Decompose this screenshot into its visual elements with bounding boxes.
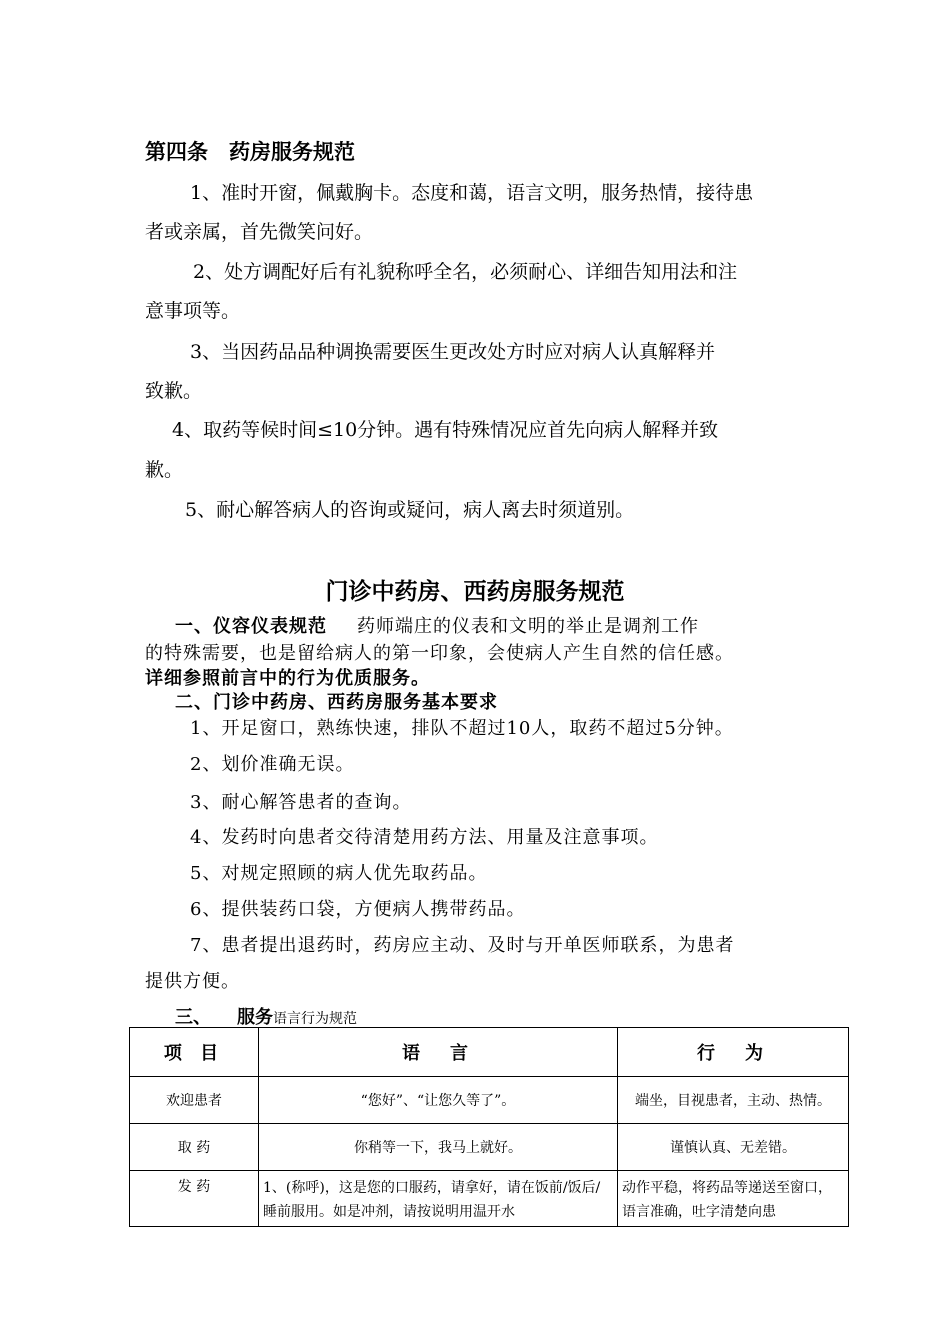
cell-language: 你稍等一下，我马上就好。 (259, 1124, 618, 1171)
part2-item-3: 3、耐心解答患者的查询。 (190, 792, 412, 813)
section4-item-4-line1: 4、取药等候时间≤10分钟。遇有特殊情况应首先向病人解释并致 (172, 419, 719, 441)
section4-item-1-line2: 者或亲属，首先微笑问好。 (145, 221, 374, 243)
part2-item-1: 1、开足窗口，熟练快速，排队不超过10人，取药不超过5分钟。 (190, 718, 734, 739)
part2-item-4: 4、发药时向患者交待清楚用药方法、用量及注意事项。 (190, 827, 659, 848)
section4-item-2-line1: 2、处方调配好后有礼貌称呼全名，必须耐心、详细告知用法和注 (193, 261, 738, 283)
section4-item-2-line2: 意事项等。 (145, 300, 241, 322)
part2-item-5: 5、对规定照顾的病人优先取药品。 (190, 863, 488, 884)
table-row (130, 1124, 849, 1171)
cell-behavior: 谨慎认真、无差错。 (618, 1124, 849, 1171)
part3-heading-num: 三、 (175, 1007, 211, 1028)
cell-item: 取 药 (130, 1124, 259, 1171)
part2-item-6: 6、提供装药口袋，方便病人携带药品。 (190, 899, 526, 920)
part1-line1 (175, 612, 699, 638)
part1-text-line1: 药师端庄的仪表和文明的举止是调剂工作 (357, 616, 699, 637)
cell-language: “您好”、“让您久等了”。 (259, 1077, 618, 1124)
part2-item-7-line2: 提供方便。 (145, 971, 240, 992)
section-title: 门诊中药房、西药房服务规范 (325, 579, 625, 605)
part3-heading-bold: 服务 (237, 1007, 273, 1028)
part1-heading: 一、仪容仪表规范 (175, 616, 327, 637)
part2-item-2: 2、划价准确无误。 (190, 754, 355, 775)
cell-language: 1、(称呼)，这是您的口服药，请拿好，请在饭前/饭后/睡前服用。如是冲剂，请按说明用温开水 (259, 1171, 618, 1227)
header-behavior: 行 为 (618, 1028, 849, 1077)
part2-item-7-line1: 7、患者提出退药时，药房应主动、及时与开单医师联系，为患者 (190, 935, 735, 956)
section4-item-4-line2: 歉。 (145, 459, 184, 481)
part3-heading (175, 1003, 357, 1029)
cell-behavior: 动作平稳，将药品等递送至窗口，语言准确，吐字清楚向患 (618, 1171, 849, 1227)
part1-bold-line: 详细参照前言中的行为优质服务。 (145, 668, 430, 689)
cell-item: 发 药 (130, 1171, 259, 1227)
cell-item: 欢迎患者 (130, 1077, 259, 1124)
service-language-table (129, 1027, 849, 1227)
cell-behavior: 端坐，目视患者，主动、热情。 (618, 1077, 849, 1124)
section4-heading: 第四条 药房服务规范 (145, 140, 355, 164)
table-row (130, 1077, 849, 1124)
part3-heading-rest: 语言行为规范 (273, 1011, 357, 1027)
table-row (130, 1171, 849, 1227)
part1-text-line2: 的特殊需要，也是留给病人的第一印象，会使病人产生自然的信任感。 (145, 643, 734, 664)
table-header-row (130, 1028, 849, 1077)
section4-item-3-line1: 3、当因药品品种调换需要医生更改处方时应对病人认真解释并 (190, 341, 716, 363)
header-item: 项 目 (130, 1028, 259, 1077)
section4-item-5: 5、耐心解答病人的咨询或疑问，病人离去时须道别。 (185, 499, 635, 521)
part2-heading: 二、门诊中药房、西药房服务基本要求 (175, 692, 498, 713)
section4-item-3-line2: 致歉。 (145, 380, 203, 402)
section4-item-1-line1: 1、准时开窗，佩戴胸卡。态度和蔼，语言文明，服务热情，接待患 (190, 182, 754, 204)
header-language: 语 言 (259, 1028, 618, 1077)
